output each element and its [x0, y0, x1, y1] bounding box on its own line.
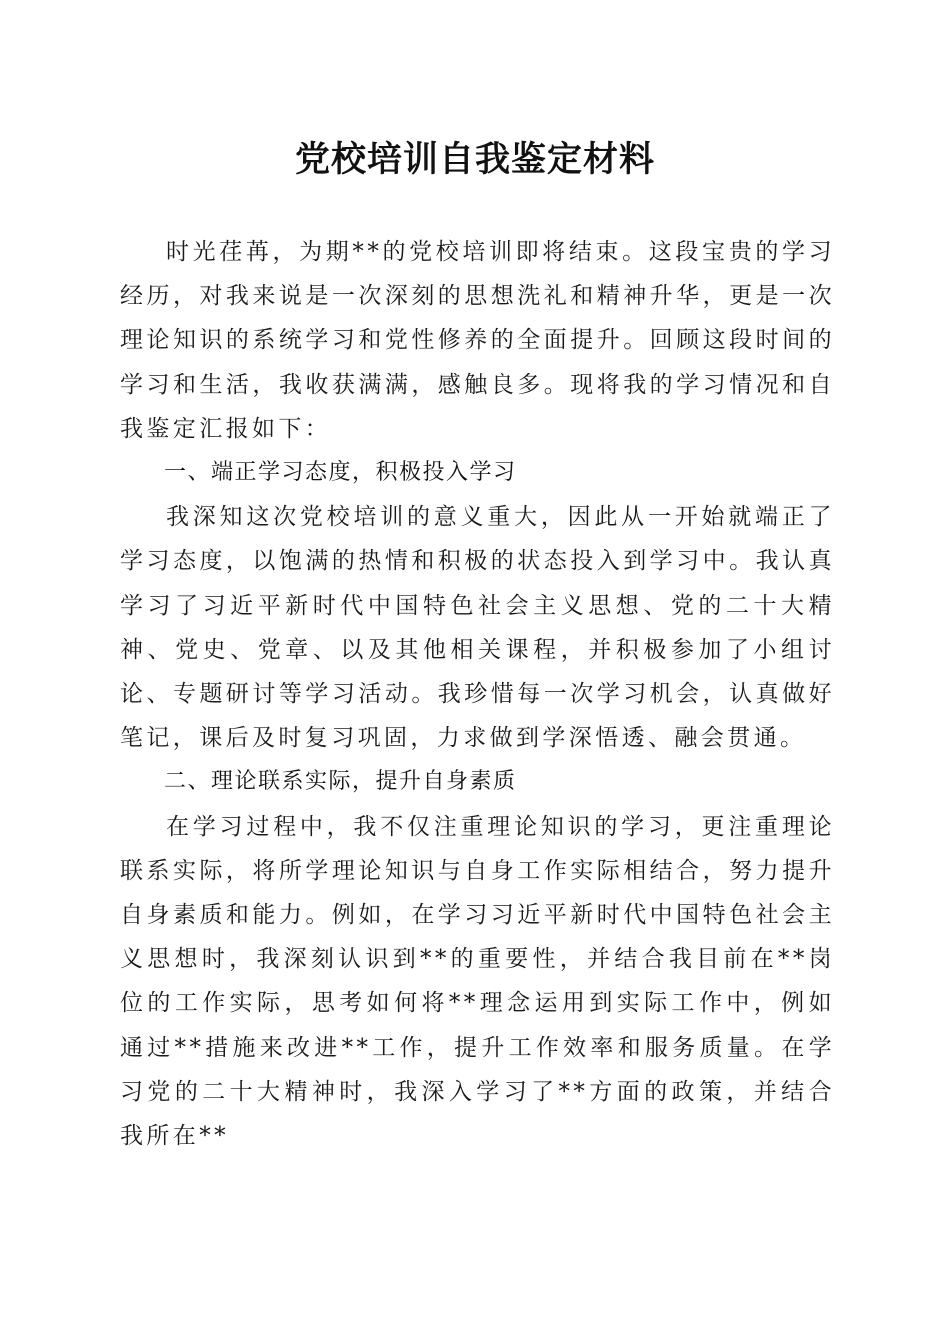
intro-paragraph: 时光荏苒，为期**的党校培训即将结束。这段宝贵的学习经历，对我来说是一次深刻的思想洗礼和精神升华，更是一次理论知识的系统学习和党性修养的全面提升。回顾这段时间的学习和生活，我收获满满，感触良多。现将我的学习情况和自我鉴定汇报如下：	[120, 239, 835, 442]
document-body	[120, 230, 835, 1158]
section-2-paragraph: 在学习过程中，我不仅注重理论知识的学习，更注重理论联系实际，将所学理论知识与自身工作实际相结合，努力提升自身素质和能力。例如，在学习习近平新时代中国特色社会主义思想时，我深刻认识到**的重要性，并结合我目前在**岗位的工作实际，思考如何将**理念运用到实际工作中，例如通过**措施来改进**工作，提升工作效率和服务质量。在学习党的二十大精神时，我深入学习了**方面的政策，并结合我所在**	[120, 813, 835, 1150]
section-1-paragraph: 我深知这次党校培训的意义重大，因此从一开始就端正了学习态度，以饱满的热情和积极的状态投入到学习中。我认真学习了习近平新时代中国特色社会主义思想、党的二十大精神、党史、党章、以及其他相关课程，并积极参加了小组讨论、专题研讨等学习活动。我珍惜每一次学习机会，认真做好笔记，课后及时复习巩固，力求做到学深悟透、融会贯通。	[120, 504, 835, 752]
document-title: 党校培训自我鉴定材料	[294, 139, 655, 180]
section-heading-2: 二、理论联系实际，提升自身素质	[164, 769, 517, 795]
section-heading-1: 一、端正学习态度，积极投入学习	[164, 460, 517, 486]
